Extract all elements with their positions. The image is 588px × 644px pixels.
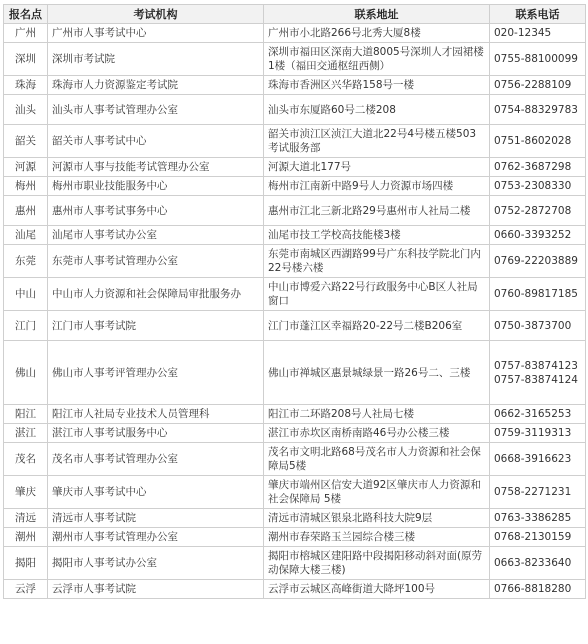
phone-cell: 0760-89817185 [490, 278, 586, 311]
phone-cell: 0756-2288109 [490, 76, 586, 95]
table-row [4, 95, 586, 125]
org-cell: 潮州市人事考试管理办公室 [48, 528, 264, 547]
table-row [4, 405, 586, 424]
exam-agency-table [3, 4, 586, 599]
org-cell: 汕尾市人事考试办公室 [48, 226, 264, 245]
org-cell: 江门市人事考试院 [48, 311, 264, 341]
phone-cell: 0755-88100099 [490, 43, 586, 76]
org-cell: 揭阳市人事考试办公室 [48, 547, 264, 580]
city-cell: 汕头 [4, 95, 48, 125]
org-cell: 佛山市人事考评管理办公室 [48, 341, 264, 405]
phone-cell: 020-12345 [490, 24, 586, 43]
city-cell: 深圳 [4, 43, 48, 76]
org-cell: 河源市人事与技能考试管理办公室 [48, 158, 264, 177]
phone-cell: 0660-3393252 [490, 226, 586, 245]
org-cell: 肇庆市人事考试中心 [48, 476, 264, 509]
phone-cell: 0751-8602028 [490, 125, 586, 158]
phone-cell: 0762-3687298 [490, 158, 586, 177]
table-row [4, 547, 586, 580]
table-row [4, 158, 586, 177]
table-row [4, 278, 586, 311]
address-cell: 揭阳市榕城区建阳路中段揭阳移动斜对面(原劳动保障大楼三楼) [264, 547, 490, 580]
city-cell: 肇庆 [4, 476, 48, 509]
address-cell: 珠海市香洲区兴华路158号一楼 [264, 76, 490, 95]
address-cell: 肇庆市端州区信安大道92区肇庆市人力资源和社会保障局 5楼 [264, 476, 490, 509]
table-row [4, 509, 586, 528]
table-row [4, 245, 586, 278]
city-cell: 广州 [4, 24, 48, 43]
phone-cell: 0663-8233640 [490, 547, 586, 580]
org-cell: 深圳市考试院 [48, 43, 264, 76]
table-row [4, 125, 586, 158]
org-cell: 清远市人事考试院 [48, 509, 264, 528]
address-cell: 中山市博爱六路22号行政服务中心B区人社局窗口 [264, 278, 490, 311]
city-cell: 云浮 [4, 580, 48, 599]
header-row [4, 5, 586, 24]
address-cell: 江门市蓬江区幸福路20-22号二楼B206室 [264, 311, 490, 341]
header-org: 考试机构 [48, 5, 264, 24]
city-cell: 珠海 [4, 76, 48, 95]
address-cell: 阳江市二环路208号人社局七楼 [264, 405, 490, 424]
table-row [4, 24, 586, 43]
phone-cell: 0769-22203889 [490, 245, 586, 278]
city-cell: 汕尾 [4, 226, 48, 245]
table-row [4, 580, 586, 599]
table-row [4, 226, 586, 245]
address-cell: 茂名市文明北路68号茂名市人力资源和社会保障局5楼 [264, 443, 490, 476]
header-phone: 联系电话 [490, 5, 586, 24]
address-cell: 惠州市江北三新北路29号惠州市人社局二楼 [264, 196, 490, 226]
city-cell: 惠州 [4, 196, 48, 226]
address-cell: 梅州市江南新中路9号人力资源市场四楼 [264, 177, 490, 196]
phone-cell: 0750-3873700 [490, 311, 586, 341]
org-cell: 梅州市职业技能服务中心 [48, 177, 264, 196]
table-row [4, 443, 586, 476]
city-cell: 梅州 [4, 177, 48, 196]
address-cell: 河源大道北177号 [264, 158, 490, 177]
city-cell: 潮州 [4, 528, 48, 547]
city-cell: 佛山 [4, 341, 48, 405]
phone-cell: 0757-83874123 0757-83874124 [490, 341, 586, 405]
phone-cell: 0752-2872708 [490, 196, 586, 226]
city-cell: 河源 [4, 158, 48, 177]
phone-cell: 0754-88329783 [490, 95, 586, 125]
city-cell: 阳江 [4, 405, 48, 424]
org-cell: 广州市人事考试中心 [48, 24, 264, 43]
address-cell: 汕尾市技工学校高技能楼3楼 [264, 226, 490, 245]
org-cell: 茂名市人事考试管理办公室 [48, 443, 264, 476]
city-cell: 茂名 [4, 443, 48, 476]
table-row [4, 476, 586, 509]
phone-cell: 0758-2271231 [490, 476, 586, 509]
phone-cell: 0766-8818280 [490, 580, 586, 599]
phone-cell: 0759-3119313 [490, 424, 586, 443]
phone-cell: 0763-3386285 [490, 509, 586, 528]
phone-cell: 0753-2308330 [490, 177, 586, 196]
org-cell: 阳江市人社局专业技术人员管理科 [48, 405, 264, 424]
city-cell: 中山 [4, 278, 48, 311]
address-cell: 湛江市赤坎区南桥南路46号办公楼三楼 [264, 424, 490, 443]
phone-cell: 0668-3916623 [490, 443, 586, 476]
city-cell: 东莞 [4, 245, 48, 278]
city-cell: 江门 [4, 311, 48, 341]
address-cell: 深圳市福田区深南大道8005号深圳人才园裙楼1楼（福田交通枢纽西侧） [264, 43, 490, 76]
city-cell: 揭阳 [4, 547, 48, 580]
address-cell: 清远市清城区银泉北路科技大院9层 [264, 509, 490, 528]
header-address: 联系地址 [264, 5, 490, 24]
address-cell: 东莞市南城区西湖路99号广东科技学院北门内22号楼六楼 [264, 245, 490, 278]
table-row [4, 196, 586, 226]
org-cell: 珠海市人力资源鉴定考试院 [48, 76, 264, 95]
phone-cell: 0662-3165253 [490, 405, 586, 424]
table-body [4, 24, 586, 599]
address-cell: 云浮市云城区高峰街道大降坪100号 [264, 580, 490, 599]
table-row [4, 424, 586, 443]
org-cell: 东莞市人事考试管理办公室 [48, 245, 264, 278]
org-cell: 汕头市人事考试管理办公室 [48, 95, 264, 125]
org-cell: 韶关市人事考试中心 [48, 125, 264, 158]
table-row [4, 528, 586, 547]
city-cell: 湛江 [4, 424, 48, 443]
org-cell: 中山市人力资源和社会保障局审批服务办 [48, 278, 264, 311]
address-cell: 广州市小北路266号北秀大厦8楼 [264, 24, 490, 43]
table-row [4, 311, 586, 341]
city-cell: 清远 [4, 509, 48, 528]
city-cell: 韶关 [4, 125, 48, 158]
table-row [4, 76, 586, 95]
phone-cell: 0768-2130159 [490, 528, 586, 547]
table-row [4, 177, 586, 196]
table-row [4, 43, 586, 76]
address-cell: 韶关市浈江区浈江大道北22号4号楼五楼503考试服务部 [264, 125, 490, 158]
table-row [4, 341, 586, 405]
address-cell: 潮州市春荣路玉兰园综合楼三楼 [264, 528, 490, 547]
header-city: 报名点 [4, 5, 48, 24]
org-cell: 湛江市人事考试服务中心 [48, 424, 264, 443]
address-cell: 佛山市禅城区惠景城绿景一路26号二、三楼 [264, 341, 490, 405]
org-cell: 惠州市人事考试事务中心 [48, 196, 264, 226]
address-cell: 汕头市东厦路60号二楼208 [264, 95, 490, 125]
org-cell: 云浮市人事考试院 [48, 580, 264, 599]
